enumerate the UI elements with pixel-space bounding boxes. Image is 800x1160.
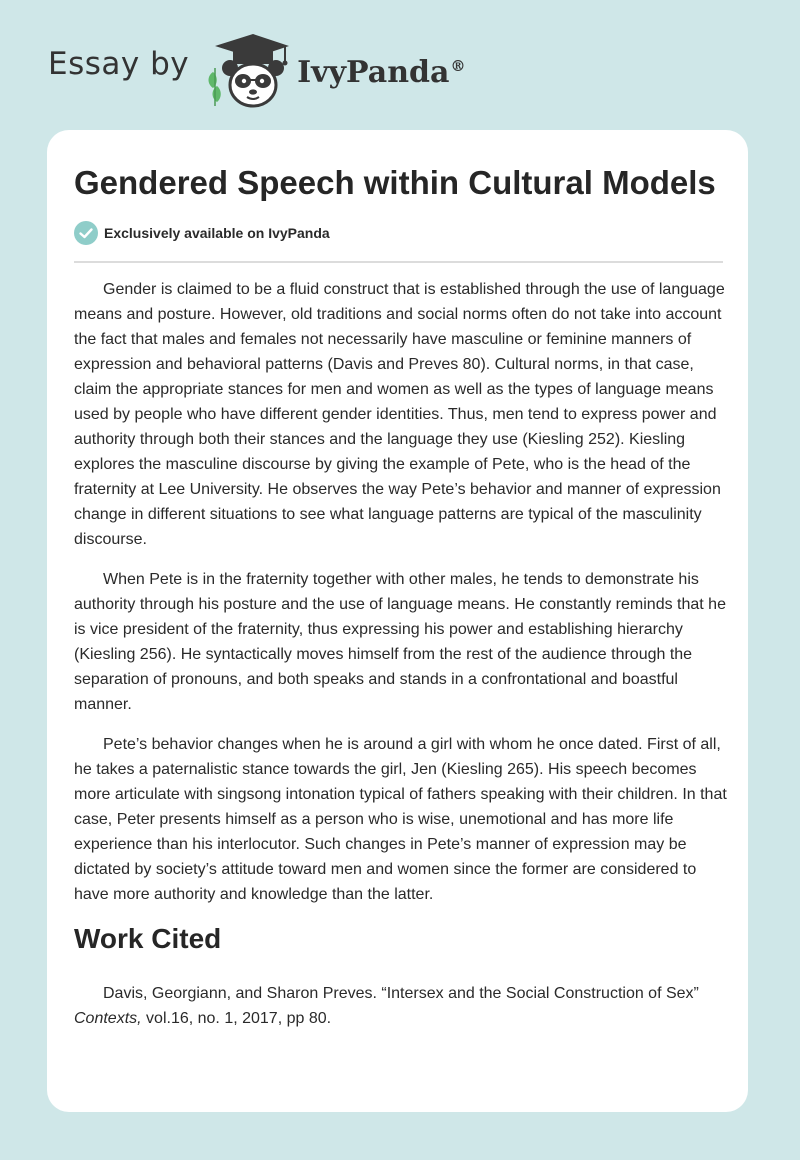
works-cited-heading: Work Cited (74, 923, 222, 954)
exclusive-badge (74, 221, 330, 245)
essay-paragraph: Gender is claimed to be a fluid construct that is established through the use of language means and posture. However, old traditions and social norms often do not take into account the fact that males and females not necessarily have masculine or feminine manners of expression and behavioral patterns (Davis and Preves 80). Cultural norms, in that case, claim the appropriate stances for men and women as well as the types of language means used by people who have different gender identities. Thus, men tend to express power and authority through both their stances and the language they use (Kiesling 252). Kiesling explores the masculine discourse by giving the example of Pete, who is the head of the fraternity at Lee University. He observes the way Pete’s behavior and manner of expression change in different situations to see what language patterns are typical of the masculinity discourse. (74, 281, 725, 548)
essay-title: Gendered Speech within Cultural Models (74, 164, 716, 201)
exclusive-badge-label: Exclusively available on IvyPanda (104, 225, 330, 241)
essay-paragraph: Pete’s behavior changes when he is around a girl with whom he once dated. First of all, he takes a paternalistic stance towards the girl, Jen (Kiesling 265). His speech becomes more articulate with singsong intonation typical of fathers speaking with their children. In that case, Peter presents himself as a person who is wise, unemotional and has more life experience than his interlocutor. Such changes in Pete’s manner of expression may be dictated by society’s attitude toward men and women since the former are considered to have more authority and knowledge than the latter. (74, 736, 727, 903)
essay-card (47, 130, 748, 1112)
citation-journal: Contexts, (74, 1010, 142, 1027)
essay-body (74, 277, 728, 1031)
site-header (48, 30, 465, 110)
essay-paragraph: When Pete is in the fraternity together with other males, he tends to demonstrate his authority through his posture and the use of language means. He constantly reminds that he is vice president of the fraternity, thus expressing his power and establishing hierarchy (Kiesling 256). He syntactically moves himself from the rest of the audience through the separation of pronouns, and both speaks and stands in a confrontational and boastful manner. (74, 571, 726, 713)
citation-details: vol.16, no. 1, 2017, pp 80. (141, 1010, 332, 1027)
registered-mark: ® (450, 56, 466, 75)
citation-entry (74, 981, 728, 1031)
panda-logo-icon (203, 30, 293, 110)
brand-prefix: Essay by (48, 46, 190, 82)
citation-text: Davis, Georgiann, and Sharon Preves. “Intersex and the Social Construction of Sex” (103, 985, 699, 1002)
brand-name: IvyPanda® (297, 54, 466, 90)
title-divider (74, 261, 723, 263)
check-circle-icon (74, 221, 98, 245)
